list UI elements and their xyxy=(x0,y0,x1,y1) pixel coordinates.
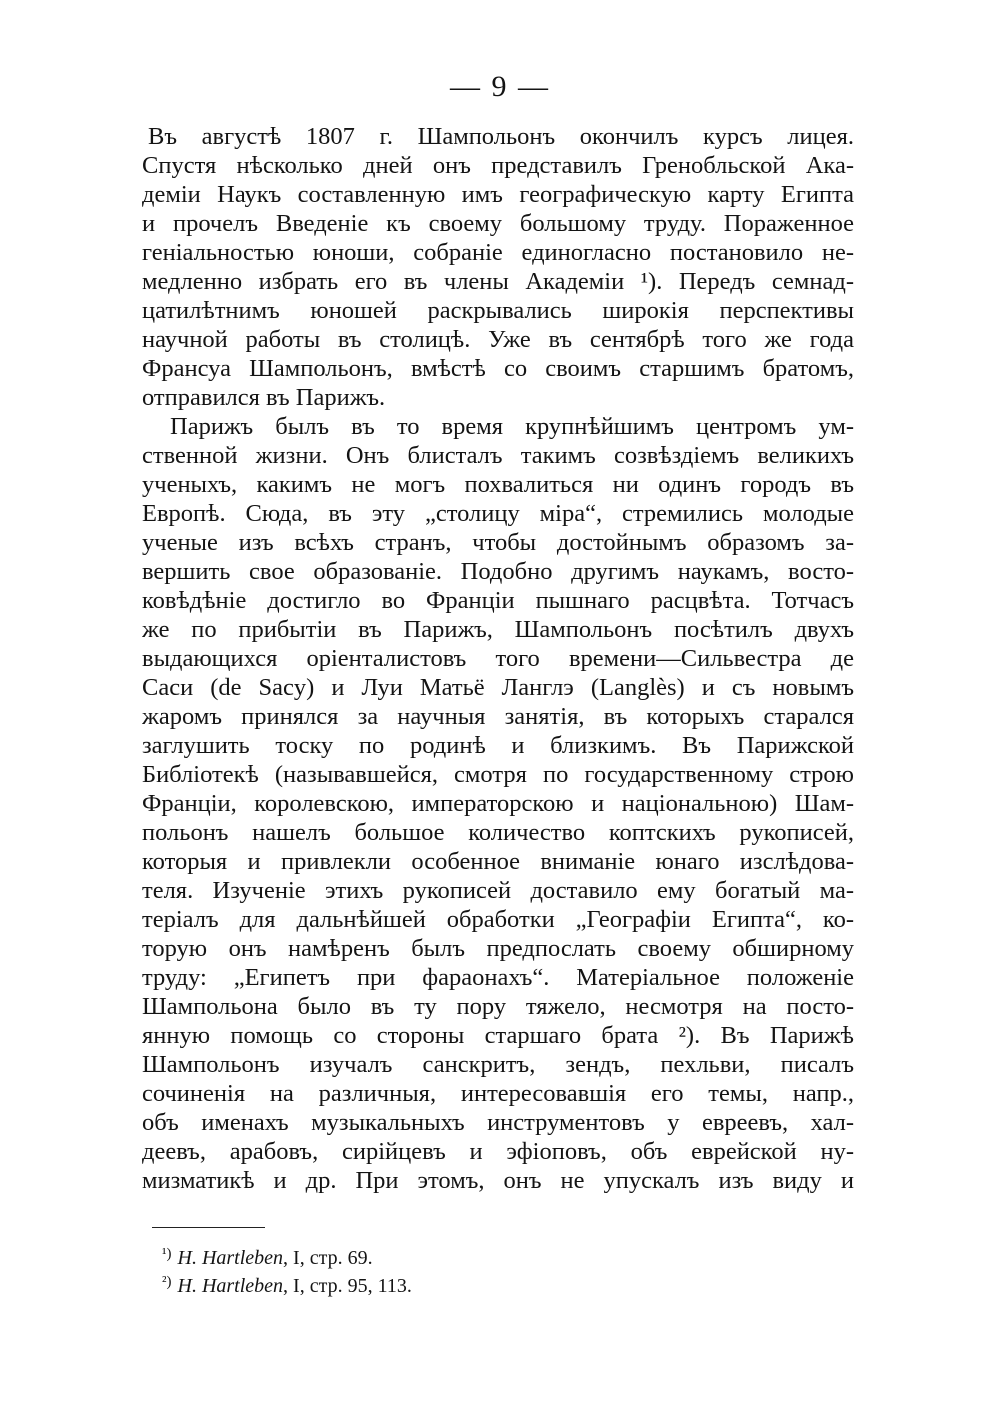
text-line: цатилѣтнимъ юношей раскрывались широкія перспективы xyxy=(142,297,854,324)
text-line: Шампольона было въ ту пору тяжело, несмотря на посто- xyxy=(142,993,854,1020)
footnote-reference: , I, стр. 95, 113. xyxy=(283,1275,412,1297)
text-line: выдающихся оріенталистовъ того времени—Сильвестра де xyxy=(142,645,854,672)
footnote-author: H. Hartleben xyxy=(177,1247,284,1269)
text-line: Спустя нѣсколько дней онъ представилъ Гренобльской Ака- xyxy=(142,152,854,179)
text-line: научной работы въ столицѣ. Уже въ сентябрѣ того же года xyxy=(142,326,854,353)
text-line: ковѣдѣніе достигло во Франціи пышнаго расцвѣта. Тотчасъ xyxy=(142,587,854,614)
footnote-mark: ¹) xyxy=(162,1246,172,1262)
footnote-divider xyxy=(152,1227,265,1228)
text-line: деевъ, арабовъ, сирійцевъ и эфіоповъ, объ еврейской ну- xyxy=(142,1138,854,1165)
text-line: ученые изъ всѣхъ странъ, чтобы достойнымъ образомъ за- xyxy=(142,529,854,556)
text-line: отправился въ Парижъ. xyxy=(142,384,386,411)
text-line: объ именахъ музыкальныхъ инструментовъ у евреевъ, хал- xyxy=(142,1109,854,1136)
text-line: Шампольонъ изучалъ санскритъ, зендъ, пехльви, писалъ xyxy=(142,1051,854,1078)
text-line: теріалъ для дальнѣйшей обработки „Географіи Египта“, ко- xyxy=(142,906,854,933)
text-line: торую онъ намѣренъ былъ предпослать своему обширному xyxy=(142,935,854,962)
text-line: вершить свое образованіе. Подобно другимъ наукамъ, восто- xyxy=(142,558,854,585)
text-line: ственной жизни. Онъ блисталъ такимъ созвѣздіемъ великихъ xyxy=(142,442,854,469)
text-line: Въ августѣ 1807 г. Шампольонъ окончилъ курсъ лицея. xyxy=(148,123,854,150)
text-line: Саси (de Sacy) и Луи Матьё Ланглэ (Langlès) и съ новымъ xyxy=(142,674,854,701)
footnote-2 xyxy=(162,1268,762,1296)
text-line: мизматикѣ и др. При этомъ, онъ не упускалъ изъ виду и xyxy=(142,1167,854,1194)
text-line: заглушить тоску по родинѣ и близкимъ. Въ Парижской xyxy=(142,732,854,759)
text-line: геніальностью юноши, собраніе единогласно постановило не- xyxy=(142,239,854,266)
text-line: жаромъ принялся за научныя занятія, въ которыхъ старался xyxy=(142,703,854,730)
text-line: которыя и привлекли особенное вниманіе юнаго изслѣдова- xyxy=(142,848,854,875)
text-line: ученыхъ, какимъ не могъ похвалиться ни одинъ городъ въ xyxy=(142,471,854,498)
text-line: труду: „Египетъ при фараонахъ“. Матеріальное положеніе xyxy=(142,964,854,991)
text-line: Парижъ былъ въ то время крупнѣйшимъ центромъ ум- xyxy=(170,413,854,440)
text-line: польонъ нашелъ большое количество коптскихъ рукописей, xyxy=(142,819,854,846)
text-line: деміи Наукъ составленную имъ географическую карту Египта xyxy=(142,181,854,208)
footnote-1 xyxy=(162,1240,762,1268)
text-line: Франціи, королевскою, императорскою и національною) Шам- xyxy=(142,790,854,817)
footnote-reference: , I, стр. 69. xyxy=(283,1247,373,1269)
footnote-author: H. Hartleben xyxy=(177,1275,284,1297)
page-number: — 9 — xyxy=(450,70,550,103)
text-line: медленно избрать его въ члены Академіи ¹). Передъ семнад- xyxy=(142,268,854,295)
text-line: же по прибытіи въ Парижъ, Шампольонъ посѣтилъ двухъ xyxy=(142,616,854,643)
text-line: Европѣ. Сюда, въ эту „столицу міра“, стремились молодые xyxy=(142,500,854,527)
text-line: Библіотекѣ (называвшейся, смотря по государственному строю xyxy=(142,761,854,788)
text-line: и прочелъ Введеніе къ своему большому труду. Пораженное xyxy=(142,210,854,237)
text-line: теля. Изученіе этихъ рукописей доставило ему богатый ма- xyxy=(142,877,854,904)
text-line: сочиненія на различныя, интересовавшія его темы, напр., xyxy=(142,1080,854,1107)
text-line: янную помощь со стороны старшаго брата ²). Въ Парижѣ xyxy=(142,1022,854,1049)
text-line: Франсуа Шампольонъ, вмѣстѣ со своимъ старшимъ братомъ, xyxy=(142,355,854,382)
body-text xyxy=(142,122,854,1195)
footnotes xyxy=(162,1240,762,1296)
footnote-mark: ²) xyxy=(162,1274,172,1290)
